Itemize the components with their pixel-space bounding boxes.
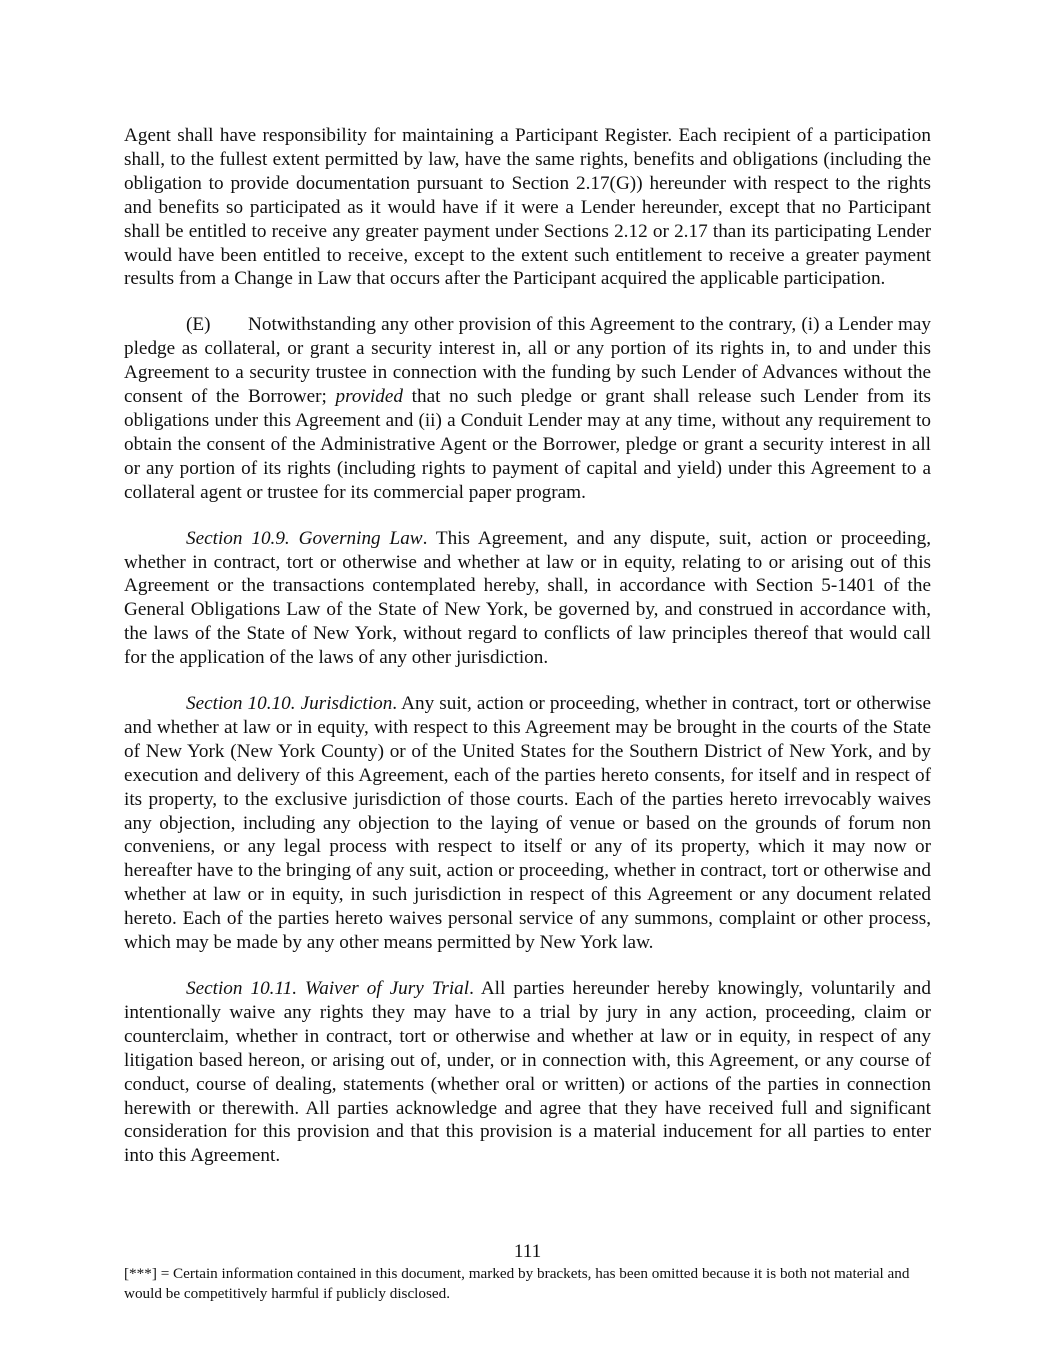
section-10-10-text: . Any suit, action or proceeding, whether in contract, tort or otherwise and whether at law or in equity, with respect to this Agreement may be brought in the courts of the State of New York (New York County) or of the United States for the Southern District of New York, and by execution and delivery of this Agreement, each of the parties hereto consents, for itself and in respect of its property, to the exclusive jurisdiction of those courts. Each of the parties hereto irrevocably waives any objection, including any objection to the laying of venue or based on the grounds of forum non conveniens, or any legal process with respect to itself or any of its property, which it may now or hereafter have to the bringing of any suit, action or proceeding, whether in contract, tort or otherwise and whether at law or in equity, in such jurisdiction in respect of this Agreement or any document related hereto. Each of the parties hereto waives personal service of any summons, complaint or other process, which may be made by any other means permitted by New York law. xyxy=(124,693,931,954)
section-10-9-text: . This Agreement, and any dispute, suit, action or proceeding, whether in contract, tort or otherwise and whether at law or in equity, relating to or arising out of this Agreement or the transactions contemplated hereby, shall, in accordance with Section 5-1401 of the General Obligations Law of the State of New York, be governed by, and construed in accordance with, the laws of the State of New York, without regard to conflicts of law principles thereof that would call for the application of the laws of any other jurisdiction. xyxy=(124,527,931,669)
section-10-10-jurisdiction xyxy=(124,692,931,955)
page-number: 111 xyxy=(513,1241,542,1262)
section-10-9-heading: Section 10.9. Governing Law xyxy=(186,527,423,549)
section-10-9-governing-law xyxy=(124,527,931,670)
paragraph-participant-register: Agent shall have responsibility for maintaining a Participant Register. Each recipient of a participation shall, to the fullest extent permitted by law, have the same rights, benefits and obligations (including the obligation to provide documentation pursuant to Section 2.17(G)) hereunder with respect to the rights and benefits so participated as it would have if it were a Lender hereunder, except that no Participant shall be entitled to receive any greater payment under Sections 2.12 or 2.17 than its participating Lender would have been entitled to receive, except to the extent such entitlement to receive a greater payment results from a Change in Law that occurs after the Participant acquired the applicable participation. xyxy=(124,125,931,290)
page-footer xyxy=(124,1240,931,1303)
paragraph-e-pledge xyxy=(124,313,931,504)
clause-e-text-start: Notwithstanding any other provision of this Agreement to the contrary, (i) a Lender may pledge as collateral, or grant a security interest in, all or any portion of its rights in, to and under this Agreement to a security trustee in connection with the funding by such Lender of Advances without the consent of the Borrower; xyxy=(124,314,931,408)
section-10-10-heading: Section 10.10. Jurisdiction xyxy=(186,693,393,715)
section-10-11-text: . All parties hereunder hereby knowingly, voluntarily and intentionally waive any rights they may have to a trial by jury in any action, proceeding, claim or counterclaim, whether in contract, tort or otherwise and whether at law or in equity, in respect of any litigation based hereon, or arising out of, under, or in connection with, this Agreement, or any course of conduct, course of dealing, statements (whether oral or written) or actions of the parties in connection herewith or therewith. All parties acknowledge and agree that they have received full and significant consideration for this provision and that this provision is a material inducement for all parties to enter into this Agreement. xyxy=(124,978,931,1167)
clause-label-e: (E) xyxy=(186,314,211,336)
section-10-11-waiver-of-jury-trial xyxy=(124,977,931,1168)
clause-e-italic-provided: provided xyxy=(335,386,404,408)
clause-e-text-end: that no such pledge or grant shall release such Lender from its obligations under this Agreement and (ii) a Conduit Lender may at any time, without any requirement to obtain the consent of the Administrative Agent or the Borrower, pledge or grant a security interest in all or any portion of its rights (including rights to payment of capital and yield) under this Agreement to a collateral agent or trustee for its commercial paper program. xyxy=(124,386,931,503)
document-page xyxy=(124,124,931,1190)
section-10-11-heading: Section 10.11. Waiver of Jury Trial xyxy=(186,978,470,999)
confidentiality-footnote: [***] = Certain information contained in this document, marked by brackets, has been omitted because it is both not material and would be competitively harmful if publicly disclosed. xyxy=(124,1265,910,1302)
